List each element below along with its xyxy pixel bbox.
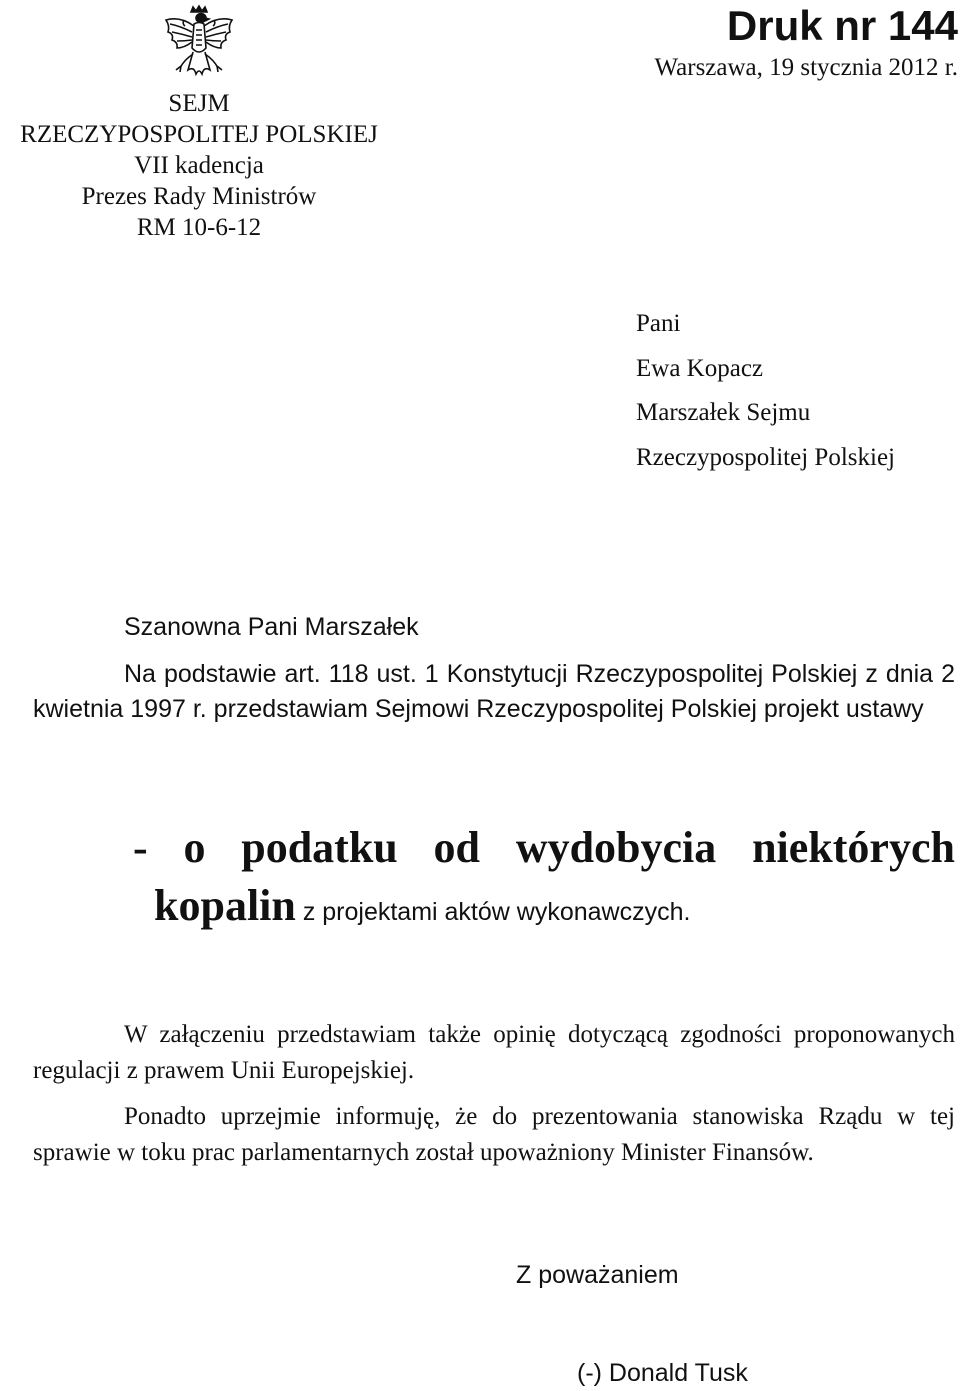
sender-line: RZECZYPOSPOLITEJ POLSKIEJ <box>20 121 378 148</box>
bill-title-last-word: kopalin <box>154 881 296 930</box>
addressee-line: Marszałek Sejmu <box>636 399 811 426</box>
bill-title-continuation <box>154 880 690 931</box>
sender-block <box>0 88 398 243</box>
signature: (-) Donald Tusk <box>577 1359 748 1387</box>
attachment-paragraph-text: W załączeniu przedstawiam także opinię dotyczącą zgodności proponowanych regulacji z prawem Unii Europejskiej. <box>33 1021 955 1084</box>
bill-title-word: o <box>183 823 206 872</box>
bill-title-suffix: z projektami aktów wykonawczych. <box>295 898 691 926</box>
attachment-paragraph <box>33 1017 955 1089</box>
bill-title-word: niektórych <box>752 823 955 872</box>
print-number: Druk nr 144 <box>726 2 958 49</box>
bill-title-word: podatku <box>241 823 398 872</box>
minister-paragraph-text: Ponadto uprzejmie informuję, że do prezentowania stanowiska Rządu w tej sprawie w toku prac parlamentarnych został upoważniony Minister Finansów. <box>33 1103 955 1166</box>
addressee-line: Ewa Kopacz <box>636 354 764 382</box>
addressee-line: Pani <box>636 310 681 337</box>
addressee-line: Rzeczypospolitej Polskiej <box>636 443 895 471</box>
sender-line: Prezes Rady Ministrów <box>81 183 317 210</box>
bill-title-word: wydobycia <box>515 823 717 872</box>
sender-line: VII kadencja <box>134 152 264 179</box>
intro-paragraph <box>33 657 955 727</box>
sender-line: SEJM <box>168 90 230 117</box>
salutation: Szanowna Pani Marszałek <box>124 613 419 641</box>
sender-reference: RM 10-6-12 <box>136 214 262 241</box>
bill-title-word: - <box>133 823 148 872</box>
bill-title-line <box>133 822 955 873</box>
minister-paragraph <box>33 1099 955 1171</box>
addressee-block <box>636 302 895 480</box>
bill-title-word: od <box>433 823 481 872</box>
document-date: Warszawa, 19 stycznia 2012 r. <box>654 54 958 81</box>
intro-paragraph-text: Na podstawie art. 118 ust. 1 Konstytucji Rzeczypospolitej Polskiej z dnia 2 kwietnia 1997 r. przedstawiam Sejmowi Rzeczypospolitej Polskiej projekt ustawy <box>33 660 955 723</box>
polish-eagle-emblem-icon <box>160 4 238 86</box>
closing-phrase: Z poważaniem <box>516 1261 679 1289</box>
